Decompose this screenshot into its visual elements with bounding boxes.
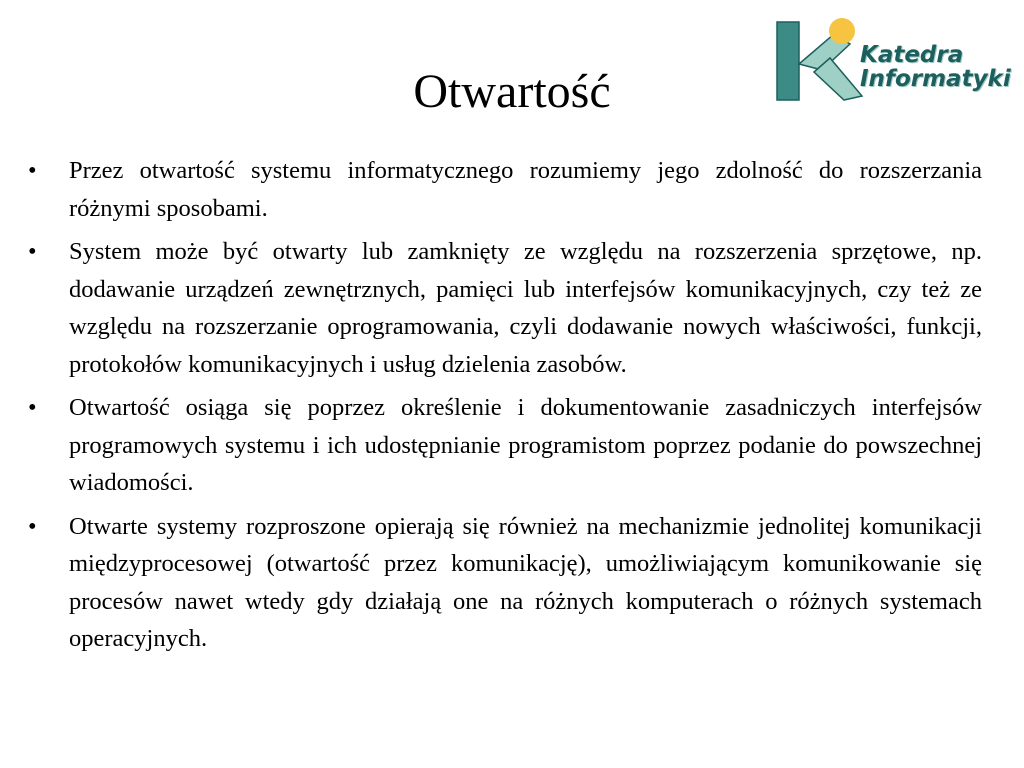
katedra-informatyki-logo [774,14,1010,104]
bullet-item [28,152,982,227]
bullet-marker: • [28,512,37,540]
slide-title: Otwartość [413,65,611,118]
bullet-item [28,508,982,658]
bullet-text: Otwartość osiąga się poprzez określenie i dokumentowanie zasadniczych interfejsów programowych systemu i ich udostępnianie programistom poprzez podanie do powszechnej wiadomości. [69,394,982,496]
bullet-marker: • [28,157,37,184]
logo-line-informatyki: Informatyki [860,66,1011,92]
k-letter-logo-icon [774,14,864,104]
logo-wordmark [860,40,1011,94]
bullet-text: Przez otwartość systemu informatycznego rozumiemy jego zdolność do rozszerzania różnymi sposobami. [69,157,982,222]
bullet-item [28,233,982,383]
bullet-text: System może być otwarty lub zamknięty ze względu na rozszerzenia sprzętowe, np. dodawanie urządzeń zewnętrznych, pamięci lub interfejsów komunikacyjnych, czy też ze względu na rozszerzanie oprogramowania, czyli dodawanie nowych właściwości, funkcji, protokołów komunikacyjnych i usług dzielenia zasobów. [69,238,982,378]
bullet-marker: • [28,238,37,265]
logo-line-katedra: Katedra [860,42,964,68]
bullet-item [28,389,982,502]
bullet-list [28,152,982,664]
bullet-marker: • [28,394,37,421]
bullet-text: Otwarte systemy rozproszone opierają się również na mechanizmie jednolitej komunikacji międzyprocesowej (otwartość przez komunikację), umożliwiającym komunikowanie się procesów nawet wtedy gdy działają one na różnych komputerach o różnych systemach operacyjnych. [69,512,982,652]
